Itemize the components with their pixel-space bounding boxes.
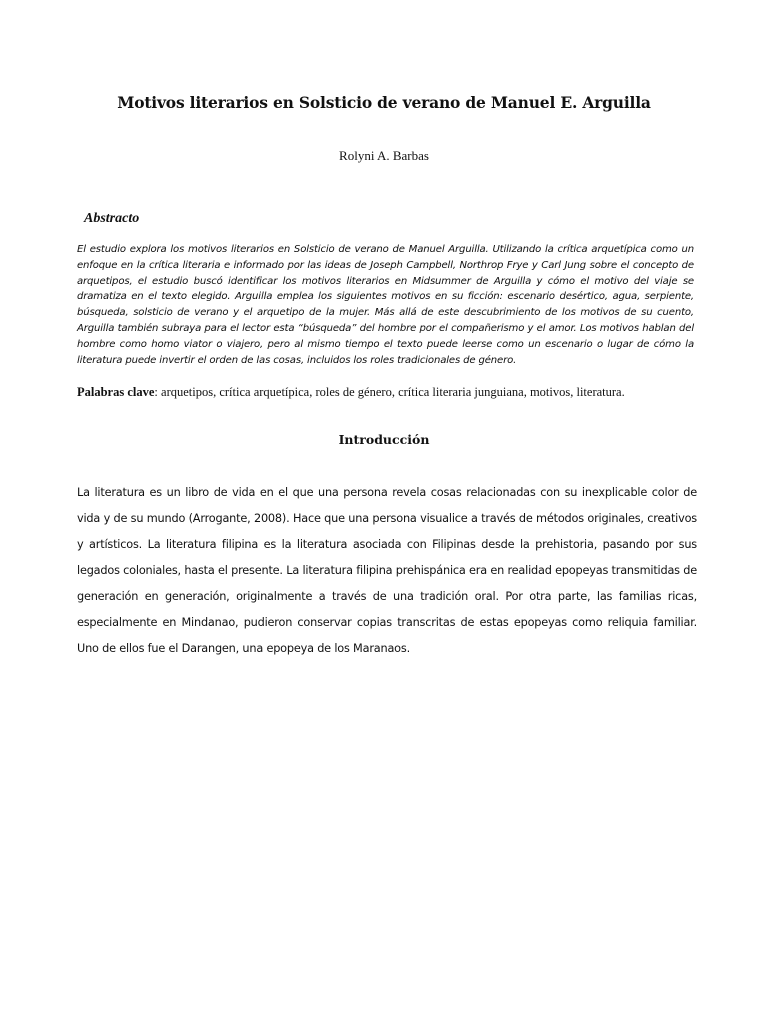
abstract-body: El estudio explora los motivos literarios en Solsticio de verano de Manuel Arguilla. Utilizando la crítica arquetípica como un enfoque en la crítica literaria e informado por las ideas de Joseph Campbell, Northrop Frye y Carl Jung sobre el concepto de arquetipos, el estudio buscó identificar los motivos literarios en Midsummer de Arguilla y cómo el motivo del viaje se dramatiza en el texto elegido. Arguilla emplea los siguientes motivos en su ficción: escenario desértico, agua, serpiente, búsqueda, solsticio de verano y el arquetipo de la mujer. Más allá de este descubrimiento de los motivos de su cuento, Arguilla también subraya para el lector esta “búsqueda” del hombre por el compañerismo y el amor. Los motivos hablan del hombre como homo viator o viajero, pero al mismo tiempo el texto puede leerse como un escenario o lugar de cómo la literatura puede invertir el orden de las cosas, incluidos los roles tradicionales de género. [77,244,694,366]
keywords-label: Palabras clave [77,385,155,399]
keywords-text: : arquetipos, crítica arquetípica, roles de género, crítica literaria junguiana, motivos, literatura. [154,385,625,399]
abstract-heading: Abstracto [84,211,140,226]
introduction-heading: Introducción [338,432,430,447]
introduction-body: La literatura es un libro de vida en el que una persona revela cosas relacionadas con su inexplicable color de vida y de su mundo (Arrogante, 2008). Hace que una persona visualice a través de métodos originales, creativos y artísticos. La literatura filipina es la literatura asociada con Filipinas desde la prehistoria, pasando por sus legados coloniales, hasta el presente. La literatura filipina prehispánica era en realidad epopeyas transmitidas de generación en generación, originalmente a través de una tradición oral. Por otra parte, las familias ricas, especialmente en Mindanao, pudieron conservar copias transcritas de estas epopeyas como reliquia familiar. Uno de ellos fue el Darangen, una epopeya de los Maranaos. [77,486,697,655]
paper-title: Motivos literarios en Solsticio de verano de Manuel E. Arguilla [117,93,651,112]
keywords-line [77,383,697,401]
author-name: Rolyni A. Barbas [339,148,429,163]
